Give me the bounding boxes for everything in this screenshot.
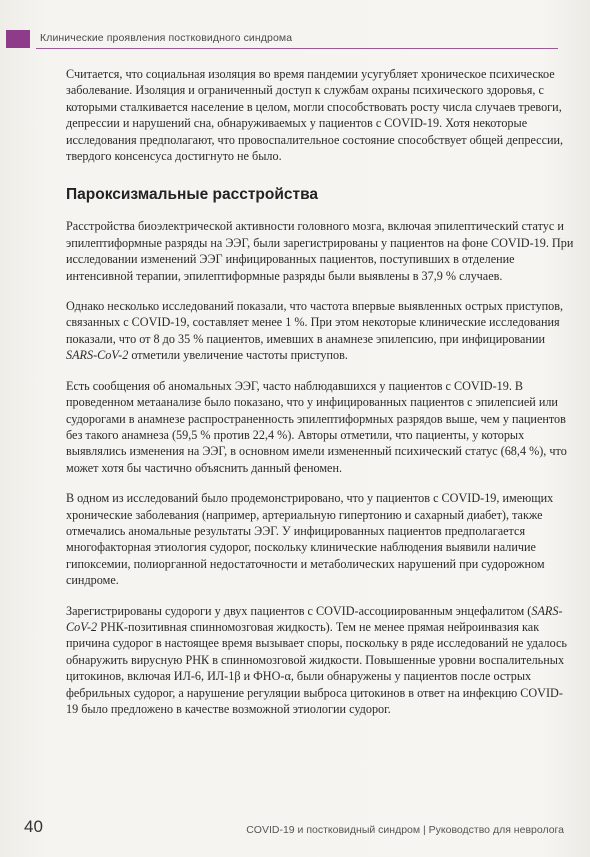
running-header (0, 30, 590, 48)
paragraph-abnormal-eeg: Есть сообщения об аномальных ЭЭГ, часто наблюдавшихся у пациентов с COVID-19. В проведенном метаанализе было показано, что у инфицированных пациентов с эпилепсией или судорогами в анамнезе распространенность эпилептиформных разрядов выше, чем у пациентов без такого анамнеза (59,5 % против 22,4 %). Авторы отметили, что пациенты, у которых выявлялись изменения на ЭЭГ, в основном имели измененный психический статус (68,4 %), что может хотя бы частично объяснить данный феномен. (66, 378, 567, 475)
virus-name: SARS-CoV-2 (66, 348, 129, 363)
paragraph-eeg-disorders: Расстройства биоэлектрической активности головного мозга, включая эпилептический статус и эпилептиформные разряды на ЭЭГ, были зарегистрированы у пациентов на фоне COVID-19. При исследовании изменений ЭЭГ инфицированных пациентов, поступивших в отделение интенсивной терапии, эпилептиформные разряды были выявлены в 37,9 % случаев. (66, 219, 574, 283)
running-title: Клинические проявления постковидного синдрома (40, 32, 293, 44)
header-rule (36, 48, 558, 49)
text-run: РНК-позитивная спинномозговая жидкость). Тем не менее прямая нейроинвазия как причина судорог в настоящее время вызывает споры, поскольку в ряде исследований не удалось обнаружить вирусную РНК в спинномозговой жидкости. Повышенные уровни воспалительных цитокинов, включая ИЛ-6, ИЛ-1β и ФНО-α, были обнаружены у пациентов после острых фебрильных судорог, а нарушение регуляции выброса цитокинов в ответ на инфекцию COVID-19 было предложено в качестве возможной этиологии судорог. (66, 619, 567, 716)
paragraph-encephalitis (66, 603, 574, 718)
paragraph-acute-seizures (66, 298, 574, 364)
main-content (66, 66, 574, 731)
text-run: Однако несколько исследований показали, что частота впервые выявленных острых приступов, связанных с COVID-19, составляет менее 1 %. При этом некоторые клинические исследования показали, что от 8 до 35 % пациентов, имевших в анамнезе эпилепсию, при инфицировании (66, 299, 564, 346)
virus-name: SARS-CoV-2 (66, 603, 563, 634)
book-title: COVID-19 и постковидный синдром | Руководство для невролога (246, 824, 564, 836)
paragraph-chronic-diseases: В одном из исследований было продемонстрировано, что у пациентов с COVID-19, имеющих хронические заболевания (например, артериальную гипертонию и сахарный диабет), также отмечались аномальные результаты ЭЭГ. У инфицированных пациентов предполагается многофакторная этиология судорог, поскольку клинические наблюдения выявили наличие гипоксемии, полиорганной недостаточности и метаболических нарушений при судорожном синдроме. (66, 491, 554, 588)
section-heading: Пароксизмальные расстройства (66, 186, 319, 204)
page-number: 40 (24, 817, 43, 836)
text-run: отметили увеличение частоты приступов. (128, 348, 348, 363)
text-run: Зарегистрированы судороги у двух пациентов с COVID-ассоциированным энцефалитом ( (66, 603, 532, 618)
header-accent-block (6, 30, 30, 48)
paragraph-social-isolation: Считается, что социальная изоляция во время пандемии усугубляет хроническое психическое заболевание. Изоляция и ограниченный доступ к службам охраны психического здоровья, с которыми сталкивается население в целом, могли способствовать росту числа случаев тревоги, депрессии и нарушений сна, обнаруживаемых у пациентов с COVID-19. Хотя некоторые исследования предполагают, что провоспалительное состояние способствует общей депрессии, твердого консенсуса достигнуто не было. (66, 67, 564, 164)
